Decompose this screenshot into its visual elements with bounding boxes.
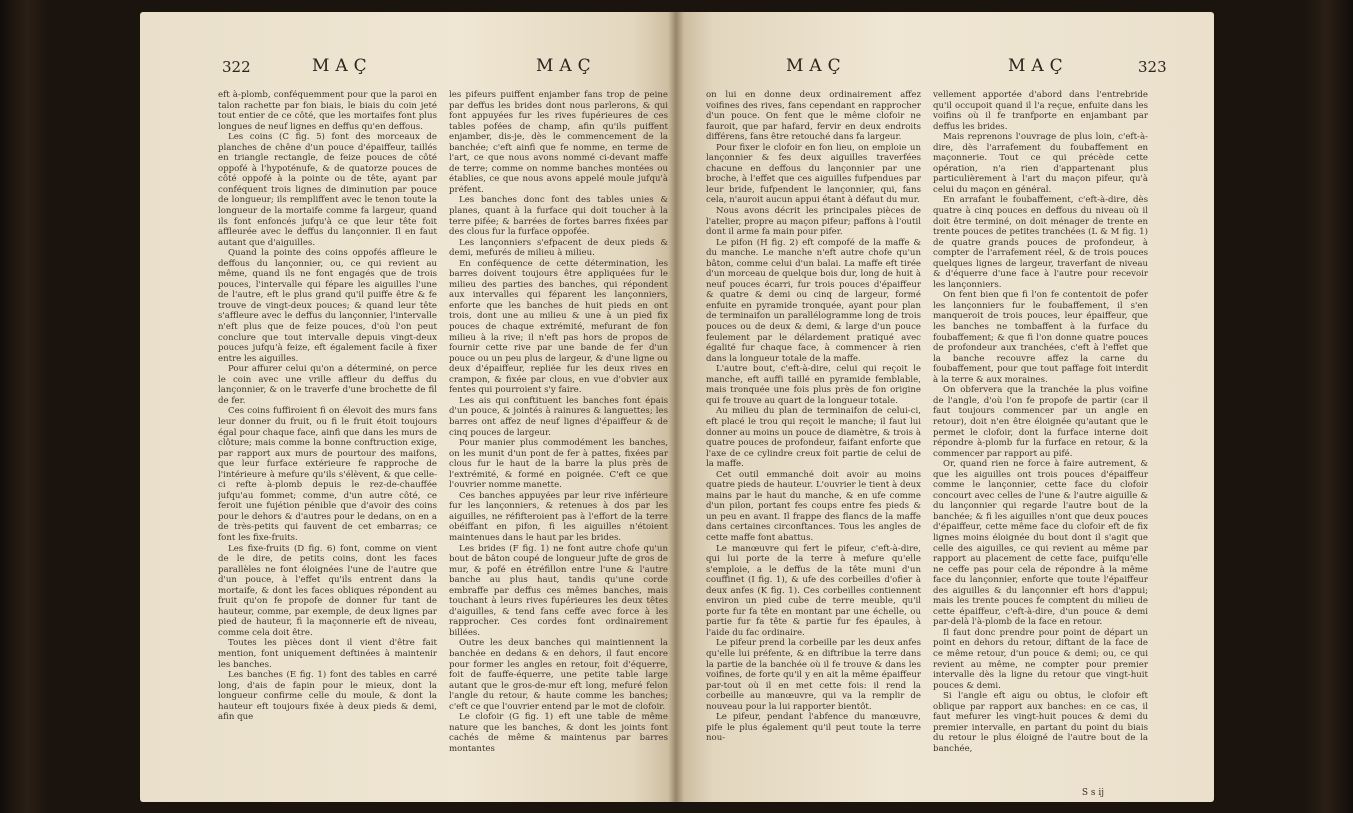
paragraph: eft à-plomb, conféquemment pour que la paroi en talon rachette par fon biais, le biais du coin jeté tout entier de ce côté, que les mortaifes font plus longues de neuf lignes en deffus qu'en deffous. bbox=[218, 90, 437, 132]
paragraph: vellement apportée d'abord dans l'entrebride qu'il occupoit quand il l'a reçue, enfuite dans les voifins où il fe tranfporte en enjambant par deffus les brides. bbox=[933, 90, 1148, 132]
paragraph: Toutes les pièces dont il vient d'être fait mention, font uniquement deftinées à maintenir les banches. bbox=[218, 638, 437, 670]
paragraph: Les fixe-fruits (D fig. 6) font, comme on vient de le dire, de petits coins, dont les faces parallèles ne font éloignées l'une de l'autre que d'un pouce, à l'effet qu'ils entrent dans la mortaife, & dont les faces obliques répondent au fruit qu'on fe propofe de donner fur tant de hauteur, comme, par exemple, de deux lignes par pied de hauteur, fi la maçonnerie eft de niveau, comme cela doit être. bbox=[218, 543, 437, 638]
paragraph: Le pifeur prend la corbeille par les deux anfes qu'elle lui préfente, & en diftribue la terre dans la partie de la banchée où il fe trouve & dans les voifines, de forte qu'il y en ait la même épaiffeur par-tout où il en met cette fois: il rend la corbeille au manœuvre, qui va la remplir de nouveau pour la lui rapporter bientôt. bbox=[706, 638, 921, 712]
text-column bbox=[449, 90, 668, 792]
paragraph: On fent bien que fi l'on fe contentoit de pofer les lançonniers fur le foubaffement, il s'en manqueroit de trois pouces, leur épaiffeur, que les banches ne tombaffent à la furface du foubaffement; & que fi l'on donne quatre pouces de profondeur aux tranchées, c'eft à l'effet que la banche recouvre affez la carne du foubaffement, pour que tout paffage foit interdit à la terre & aux moraines. bbox=[933, 290, 1148, 385]
running-head: MAÇ bbox=[312, 56, 373, 76]
paragraph: Nous avons décrit les principales pièces de l'atelier, propre au maçon pifeur; paffons à l'outil dont il arme fa main pour pifer. bbox=[706, 206, 921, 238]
paragraph: Mais reprenons l'ouvrage de plus loin, c'eft-à-dire, dès l'arrafement du foubaffement en maçonnerie. Tout ce qui précède cette opération, n'a rien d'appartenant plus particulièrement à l'art du maçon pifeur, qu'à celui du maçon en général. bbox=[933, 132, 1148, 195]
paragraph: Pour manier plus commodément les banches, on les munit d'un pont de fer à pattes, fixées par clous fur le haut de la barre la plus près de l'extrémité, & formé en poignée. C'eft ce que l'ouvrier nomme manette. bbox=[449, 438, 668, 491]
paragraph: Au milieu du plan de terminaifon de celui-ci, eft placé le trou qui reçoit le manche; il faut lui donner au moins un pouce de diamètre, & trois à quatre pouces de profondeur, faifant enforte que l'axe de ce cylindre creux foit partie de celui de la maffe. bbox=[706, 406, 921, 470]
paragraph: Outre les deux banches qui maintiennent la banchée en dedans & en dehors, il faut encore pour former les angles en retour, foit d'équerre, foit de fauffe-équerre, une petite table large autant que le gros-de-mur eft long, mefuré felon l'angle du retour, & haute comme les banches; c'eft ce que l'ouvrier entend par le mot de clofoir. bbox=[449, 638, 668, 712]
paragraph: On obfervera que la tranchée la plus voifine de l'angle, d'où l'on fe propofe de partir (car il faut toujours commencer par un angle en retour), doit n'en être éloignée qu'autant que le permet le clofoir, dont la furface interne doit répondre à-plomb fur la furface en retour, & la commencer par rapport au pifé. bbox=[933, 385, 1148, 459]
running-head: MAÇ bbox=[1008, 56, 1069, 76]
paragraph: Le pifon (H fig. 2) eft compofé de la maffe & du manche. Le manche n'eft autre chofe qu'un bâton, comme celui d'un balai. La maffe eft tirée d'un morceau de quelque bois dur, long de huit à neuf pouces écarri, fur trois pouces d'épaiffeur & quatre & demi ou cinq de largeur, formé enfuite en pyramide tronquée, ayant pour plan de terminaifon un parallélogramme long de trois pouces ou de deux & demi, & large d'un pouce feulement par le délardement pratiqué avec égalité fur chaque face, à commencer à rien dans la longueur totale de la maffe. bbox=[706, 237, 921, 364]
paragraph: Le clofoir (G fig. 1) eft une table de même nature que les banches, & dont les joints font cachés de même & maintenus par barres montantes bbox=[449, 712, 668, 754]
paragraph: Cet outil emmanché doit avoir au moins quatre pieds de hauteur. L'ouvrier le tient à deux mains par le haut du manche, & en ufe comme d'un pilon, portant fes coups entre fes pieds & un peu en avant. Il frappe des flancs de la maffe dans certaines circonftances. Tous les angles de cette maffe font abattus. bbox=[706, 469, 921, 543]
paragraph: Si l'angle eft aigu ou obtus, le clofoir eft oblique par rapport aux banches: en ce cas, il faut mefurer les vingt-huit pouces & demi du premier intervalle, en partant du point du biais du retour le plus éloigné de l'autre bout de la banchée, bbox=[933, 691, 1148, 754]
text-column bbox=[218, 90, 437, 792]
paragraph: Il faut donc prendre pour point de départ un point en dehors du retour, diftant de la face de ce même retour, d'un pouce & demi; ou, ce qui revient au même, ne compter pour premier intervalle dès la ligne du retour que vingt-huit pouces & demi. bbox=[933, 627, 1148, 691]
paragraph: Pour affurer celui qu'on a déterminé, on perce le coin avec une vrille affleur du deffus du lançonnier, & on le traverfe d'une brochette de fil de fer. bbox=[218, 364, 437, 406]
paragraph: Les brides (F fig. 1) ne font autre chofe qu'un bout de bâton coupé de longueur jufte de gros de mur, & pofé en étréfillon entre l'une & l'autre banche au plus haut, tandis qu'une corde embraffe par deffus ces mêmes banches, mais touchant à leurs rives fupérieures les deux têtes d'aiguilles, & tend fans ceffe avec force à les rapprocher. Ces cordes font ordinairement billées. bbox=[449, 543, 668, 638]
paragraph: Pour fixer le clofoir en fon lieu, on emploie un lançonnier & fes deux aiguilles traverfées chacune en deffous du lançonnier par une broche, à l'effet que ces aiguilles fufpendues par leur bride, fufpendent le lançonnier, qui, fans cela, n'auroit aucun appui étant à défaut du mur. bbox=[706, 142, 921, 206]
paragraph: L'autre bout, c'eft-à-dire, celui qui reçoit le manche, eft auffi taillé en pyramide femblable, mais tronquée une fois plus près de fon origine qui fe trouve au quart de la longueur totale. bbox=[706, 364, 921, 406]
text-column bbox=[933, 90, 1148, 792]
paragraph: les pifeurs puiffent enjamber fans trop de peine par deffus les brides dont nous parlerons, & qui font appuyées fur les rives fupérieures de ces tables pofées de champ, afin qu'ils puiffent enjamber, dis-je, dès le commencement de la banchée; c'eft ainfi que fe nomme, en terme de l'art, ce que nous avons nommé ci-devant maffe de terre; comme on nomme banches montées ou établies, ce que nous avons appelé moule jufqu'à préfent. bbox=[449, 90, 668, 195]
running-head: MAÇ bbox=[786, 56, 847, 76]
left-page-header bbox=[140, 56, 676, 82]
paragraph: Le manœuvre qui fert le pifeur, c'eft-à-dire, qui lui porte de la terre à mefure qu'elle s'emploie, a le deffus de la tête muni d'un couffinet (I fig. 1), & ufe des corbeilles d'ofier à deux anfes (K fig. 1). Ces corbeilles contiennent environ un pied cube de terre meuble, qu'il porte fur fa tête en montant par une échelle, ou partie fur fa tête & partie fur fes épaules, à l'aide du fac ordinaire. bbox=[706, 543, 921, 638]
running-head: MAÇ bbox=[536, 56, 597, 76]
left-page bbox=[140, 12, 676, 802]
paragraph: Quand la pointe des coins oppofés affleure le deffous du lançonnier, ou, ce qui revient au même, quand ils ne font engagés que de trois pouces, l'intervalle qui fépare les aiguilles l'une de l'autre, eft le plus grand qu'il puiffe être & fe trouve de vingt-deux pouces; & quand leur tête s'affleure avec le deffus du lançonnier, l'intervalle n'eft plus que de feize pouces, d'où l'on peut conclure que tout intervalle depuis vingt-deux pouces jufqu'à feize, eft également facile à fixer entre les aiguilles. bbox=[218, 248, 437, 364]
paragraph: En conféquence de cette détermination, les barres doivent toujours être appliquées fur le milieu des parties des banches, qui répondent aux intervalles qui féparent les lançonniers, enforte que les banches de huit pieds en ont trois, dont une au milieu & une à un pied fix pouces de chaque extrémité, mefurant de fon milieu à la rive; il n'eft pas hors de propos de fournir cette rive par une bande de fer d'un pouce ou un peu plus de largeur, & d'une ligne ou deux d'épaiffeur, repliée fur les deux rives en crampon, & fixée par clous, en vue d'obvier aux fentes qui pourroient s'y faire. bbox=[449, 258, 668, 396]
signature-mark: S s ij bbox=[1081, 788, 1104, 798]
right-columns bbox=[706, 90, 1148, 792]
paragraph: Or, quand rien ne force à faire autrement, & que les aiguilles ont trois pouces d'épaiffeur comme le lançonnier, cette face du clofoir concourt avec celles de l'une & l'autre aiguille & du lançonnier qui regarde l'autre bout de la banchée; & fi les aiguilles n'ont que deux pouces d'épaiffeur, cette même face du clofoir eft de fix lignes moins éloignée du bout dont il s'agit que celle des aiguilles, ce qui revient au même par rapport au placement de cette face, puifqu'elle ne ceffe pas pour cela de répondre à la même face du lançonnier, enforte que toute l'épaiffeur des aiguilles & du lançonnier eft hors d'appui; mais les trente pouces fe comptent du milieu de cette épaiffeur, c'eft-à-dire, d'un pouce & demi par-delà l'à-plomb de la face en retour. bbox=[933, 459, 1148, 628]
paragraph: Les lançonniers s'efpacent de deux pieds & demi, mefurés de milieu à milieu. bbox=[449, 237, 668, 259]
left-columns bbox=[218, 90, 668, 792]
page-number: 323 bbox=[1138, 58, 1167, 76]
paragraph: on lui en donne deux ordinairement affez voifines des rives, fans cependant en rapprocher d'un pouce. On fent que le même clofoir ne fauroit, que par hafard, fervir en deux endroits différens, fans être retouché dans fa largeur. bbox=[706, 90, 921, 143]
text-column bbox=[706, 90, 921, 792]
paragraph: Le pifeur, pendant l'abfence du manœuvre, pife le plus également qu'il peut toute la terre nou- bbox=[706, 712, 921, 744]
paragraph: Les ais qui conftituent les banches font épais d'un pouce, & jointés à rainures & languettes; les barres ont affez de neuf lignes d'épaiffeur & de cinq pouces de largeur. bbox=[449, 395, 668, 438]
paragraph: Les banches donc font des tables unies & planes, quant à la furface qui doit toucher à la terre pifée; & barrées de fortes barres fixées par des clous fur la furface oppofée. bbox=[449, 195, 668, 238]
paragraph: En arrafant le foubaffement, c'eft-à-dire, dès quatre à cinq pouces en deffous du niveau où il doit être terminé, on doit ménager de trente en trente pouces de petites tranchées (L & M fig. 1) de quatre grands pouces de profondeur, à compter de l'arrafement réel, & de trois pouces quelques lignes de largeur, traverfant de niveau & d'équerre d'une face à l'autre pour recevoir les lançonniers. bbox=[933, 195, 1148, 290]
paragraph: Les banches (E fig. 1) font des tables en carré long, d'ais de fapin pour le mieux, dont la longueur confirme celle du moule, & dont la hauteur eft toujours fixée à deux pieds & demi, afin que bbox=[218, 670, 437, 723]
page-number: 322 bbox=[222, 58, 251, 76]
paragraph: Ces coins fuffiroient fi on élevoit des murs fans leur donner du fruit, ou fi le fruit étoit toujours égal pour chaque face, ainfi que dans les murs de clôture; mais comme la bonne conftruction exige, par rapport aux murs de pourtour des maifons, que leur furface extérieure fe rapproche de l'intérieure à mefure qu'ils s'élèvent, & que celle-ci refte à-plomb depuis le rez-de-chauffée jufqu'au fommet; comme, d'un autre côté, ce feroit une fujétion pénible que d'avoir des coins pour le dehors & d'autres pour le dedans, on en a de très-petits qui fauvent de cet embarras; ce font les fixe-fruits. bbox=[218, 406, 437, 543]
paragraph: Ces banches appuyées par leur rive inférieure fur les lançonniers, & retenues à dos par les aiguilles, ne réfifteroient pas à l'effort de la terre obéiffant en pifon, fi les aiguilles n'étoient maintenues dans le haut par les brides. bbox=[449, 490, 668, 543]
right-page bbox=[676, 12, 1214, 802]
right-page-header bbox=[676, 56, 1214, 82]
paragraph: Les coins (C fig. 5) font des morceaux de planches de chêne d'un pouce d'épaiffeur, taillés en triangle rectangle, de feize pouces de côté oppofé à l'hypoténufe, & de quatorze pouces de côté oppofé à la pointe ou de tête, ayant par conféquent trois lignes de diminution par pouce de longueur; ils rempliffent avec le tenon toute la longueur de la mortaife comme fa largeur, quand ils font enfoncés jufqu'à ce que leur tête foit affleurée avec le deffus du lançonnier. Il en faut autant que d'aiguilles. bbox=[218, 132, 437, 248]
